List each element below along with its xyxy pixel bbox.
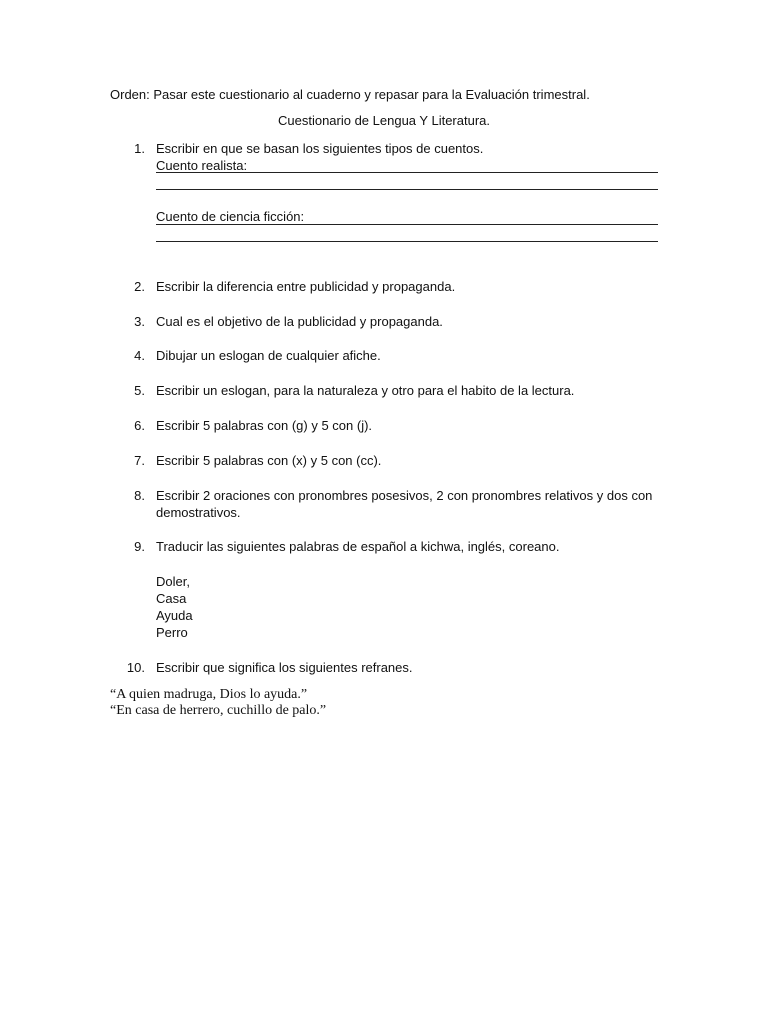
word-item: Doler, [156,574,190,589]
refran-2: “En casa de herrero, cuchillo de palo.” [110,703,327,718]
question-text: Escribir en que se basan los siguientes tipos de cuentos. [156,141,484,156]
instruction-text: Orden: Pasar este cuestionario al cuaderno y repasar para la Evaluación trimestral. [110,87,590,102]
question-number: 3. [134,314,145,329]
question-number: 2. [134,279,145,294]
answer-line [156,189,658,190]
question-text: Escribir la diferencia entre publicidad y propaganda. [156,279,456,294]
question-number: 6. [134,418,145,433]
refran-1: “A quien madruga, Dios lo ayuda.” [110,687,308,702]
question-text: Escribir 2 oraciones con pronombres posesivos, 2 con pronombres relativos y dos con demostrativos. [156,488,653,520]
question-number: 8. [134,488,145,503]
question-number: 9. [134,539,145,554]
question-number: 7. [134,453,145,468]
question-number: 10. [126,660,145,675]
cuento-realista-label: Cuento realista: [156,158,248,173]
question-number: 1. [134,141,145,156]
question-number: 4. [134,348,145,363]
question-text: Escribir 5 palabras con (g) y 5 con (j). [156,418,373,433]
question-text: Escribir un eslogan, para la naturaleza y otro para el habito de la lectura. [156,383,575,398]
question-text: Escribir que significa los siguientes refranes. [156,660,413,675]
question-text: Traducir las siguientes palabras de español a kichwa, inglés, coreano. [156,539,560,554]
word-item: Perro [156,625,188,640]
word-item: Casa [156,591,187,606]
question-text: Cual es el objetivo de la publicidad y propaganda. [156,314,443,329]
answer-line [156,241,658,242]
question-number: 5. [134,383,145,398]
word-item: Ayuda [156,608,193,623]
answer-line [156,172,658,173]
answer-line [156,224,658,225]
document-title: Cuestionario de Lengua Y Literatura. [277,113,490,128]
question-text: Dibujar un eslogan de cualquier afiche. [156,348,381,363]
cuento-ciencia-ficcion-label: Cuento de ciencia ficción: [156,209,305,224]
question-text: Escribir 5 palabras con (x) y 5 con (cc). [156,453,382,468]
